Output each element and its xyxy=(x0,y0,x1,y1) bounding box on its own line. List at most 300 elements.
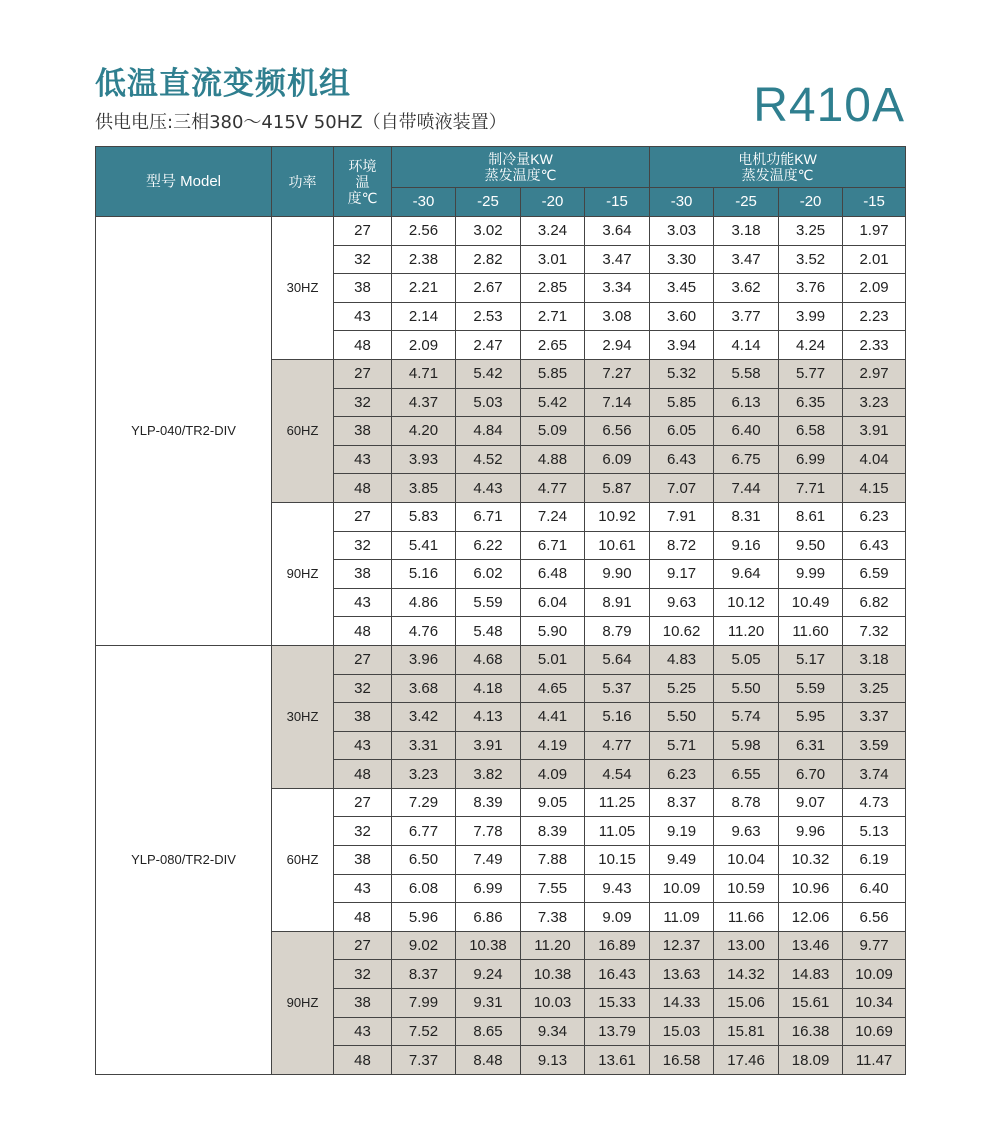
cooling-capacity-cell: 11.05 xyxy=(585,817,650,846)
cooling-capacity-cell: 9.43 xyxy=(585,874,650,903)
cooling-capacity-cell: 4.84 xyxy=(456,417,521,446)
cooling-capacity-cell: 4.43 xyxy=(456,474,521,503)
cooling-capacity-cell: 7.78 xyxy=(456,817,521,846)
evap-temp-header: -30 xyxy=(392,188,456,217)
model-cell: YLP-040/TR2-DIV xyxy=(96,217,272,646)
motor-power-cell: 5.59 xyxy=(779,674,843,703)
cooling-capacity-cell: 5.42 xyxy=(521,388,585,417)
cooling-capacity-cell: 6.09 xyxy=(585,445,650,474)
motor-power-cell: 3.76 xyxy=(779,274,843,303)
cooling-capacity-cell: 9.90 xyxy=(585,560,650,589)
cooling-capacity-cell: 5.96 xyxy=(392,903,456,932)
cooling-capacity-cell: 7.27 xyxy=(585,359,650,388)
motor-power-cell: 3.52 xyxy=(779,245,843,274)
motor-power-cell: 3.47 xyxy=(714,245,779,274)
evap-temp-header: -25 xyxy=(714,188,779,217)
motor-power-cell: 6.70 xyxy=(779,760,843,789)
cooling-capacity-cell: 4.52 xyxy=(456,445,521,474)
frequency-cell: 30HZ xyxy=(272,645,334,788)
header-model: 型号 Model xyxy=(96,147,272,217)
cooling-capacity-cell: 9.31 xyxy=(456,989,521,1018)
motor-power-cell: 3.37 xyxy=(843,703,906,732)
cooling-capacity-cell: 5.41 xyxy=(392,531,456,560)
motor-power-cell: 6.59 xyxy=(843,560,906,589)
cooling-capacity-cell: 3.02 xyxy=(456,217,521,246)
cooling-capacity-cell: 6.50 xyxy=(392,846,456,875)
ambient-temp-cell: 32 xyxy=(334,531,392,560)
motor-power-cell: 9.63 xyxy=(714,817,779,846)
ambient-temp-cell: 32 xyxy=(334,388,392,417)
motor-power-cell: 12.37 xyxy=(650,931,714,960)
ambient-temp-cell: 43 xyxy=(334,445,392,474)
cooling-capacity-cell: 6.77 xyxy=(392,817,456,846)
cooling-capacity-cell: 7.29 xyxy=(392,788,456,817)
cooling-capacity-cell: 10.61 xyxy=(585,531,650,560)
cooling-capacity-cell: 5.87 xyxy=(585,474,650,503)
cooling-capacity-cell: 7.88 xyxy=(521,846,585,875)
cooling-capacity-cell: 3.24 xyxy=(521,217,585,246)
cooling-capacity-cell: 2.38 xyxy=(392,245,456,274)
motor-power-cell: 3.94 xyxy=(650,331,714,360)
motor-power-cell: 11.20 xyxy=(714,617,779,646)
evap-temp-header: -15 xyxy=(585,188,650,217)
motor-power-cell: 5.50 xyxy=(714,674,779,703)
motor-power-cell: 4.24 xyxy=(779,331,843,360)
motor-power-cell: 2.01 xyxy=(843,245,906,274)
ambient-temp-cell: 32 xyxy=(334,674,392,703)
cooling-capacity-cell: 3.96 xyxy=(392,645,456,674)
motor-power-cell: 3.18 xyxy=(714,217,779,246)
cooling-capacity-cell: 3.31 xyxy=(392,731,456,760)
cooling-capacity-cell: 15.33 xyxy=(585,989,650,1018)
cooling-capacity-cell: 4.65 xyxy=(521,674,585,703)
ambient-temp-cell: 38 xyxy=(334,846,392,875)
cooling-capacity-cell: 3.82 xyxy=(456,760,521,789)
cooling-capacity-cell: 4.18 xyxy=(456,674,521,703)
motor-power-cell: 9.16 xyxy=(714,531,779,560)
cooling-capacity-cell: 3.64 xyxy=(585,217,650,246)
cooling-capacity-cell: 3.68 xyxy=(392,674,456,703)
motor-power-cell: 11.09 xyxy=(650,903,714,932)
cooling-capacity-cell: 3.91 xyxy=(456,731,521,760)
ambient-temp-cell: 27 xyxy=(334,217,392,246)
ambient-temp-cell: 27 xyxy=(334,645,392,674)
cooling-capacity-cell: 2.47 xyxy=(456,331,521,360)
motor-power-cell: 6.35 xyxy=(779,388,843,417)
motor-power-cell: 9.49 xyxy=(650,846,714,875)
cooling-capacity-cell: 6.48 xyxy=(521,560,585,589)
cooling-capacity-cell: 4.37 xyxy=(392,388,456,417)
motor-power-cell: 10.12 xyxy=(714,588,779,617)
motor-power-cell: 5.74 xyxy=(714,703,779,732)
motor-power-cell: 5.85 xyxy=(650,388,714,417)
motor-power-cell: 6.23 xyxy=(843,502,906,531)
motor-power-cell: 5.13 xyxy=(843,817,906,846)
motor-power-cell: 11.66 xyxy=(714,903,779,932)
performance-table xyxy=(95,146,906,1075)
cooling-capacity-cell: 2.56 xyxy=(392,217,456,246)
cooling-capacity-cell: 8.39 xyxy=(521,817,585,846)
motor-power-cell: 3.23 xyxy=(843,388,906,417)
motor-power-cell: 6.75 xyxy=(714,445,779,474)
motor-power-cell: 6.58 xyxy=(779,417,843,446)
motor-power-cell: 5.58 xyxy=(714,359,779,388)
ambient-temp-cell: 27 xyxy=(334,931,392,960)
motor-power-cell: 10.04 xyxy=(714,846,779,875)
cooling-capacity-cell: 4.54 xyxy=(585,760,650,789)
ambient-temp-cell: 48 xyxy=(334,617,392,646)
motor-power-cell: 1.97 xyxy=(843,217,906,246)
motor-power-cell: 6.23 xyxy=(650,760,714,789)
evap-temp-header: -15 xyxy=(843,188,906,217)
cooling-capacity-cell: 6.99 xyxy=(456,874,521,903)
cooling-capacity-cell: 10.92 xyxy=(585,502,650,531)
motor-power-cell: 14.83 xyxy=(779,960,843,989)
motor-power-cell: 11.47 xyxy=(843,1046,906,1075)
header-ambient-temp: 环境温度℃ xyxy=(334,147,392,217)
motor-power-cell: 8.37 xyxy=(650,788,714,817)
cooling-capacity-cell: 5.42 xyxy=(456,359,521,388)
motor-power-cell: 3.74 xyxy=(843,760,906,789)
page-title: 低温直流变频机组 xyxy=(95,66,351,102)
motor-power-cell: 4.14 xyxy=(714,331,779,360)
motor-power-cell: 18.09 xyxy=(779,1046,843,1075)
evap-temp-header: -25 xyxy=(456,188,521,217)
motor-power-cell: 15.03 xyxy=(650,1017,714,1046)
motor-power-cell: 2.33 xyxy=(843,331,906,360)
cooling-capacity-cell: 3.42 xyxy=(392,703,456,732)
motor-power-cell: 3.62 xyxy=(714,274,779,303)
motor-power-cell: 9.63 xyxy=(650,588,714,617)
motor-power-cell: 10.96 xyxy=(779,874,843,903)
cooling-capacity-cell: 7.14 xyxy=(585,388,650,417)
cooling-capacity-cell: 3.23 xyxy=(392,760,456,789)
motor-power-cell: 3.25 xyxy=(843,674,906,703)
motor-power-cell: 6.55 xyxy=(714,760,779,789)
motor-power-cell: 5.50 xyxy=(650,703,714,732)
motor-power-cell: 10.59 xyxy=(714,874,779,903)
motor-power-cell: 6.05 xyxy=(650,417,714,446)
cooling-capacity-cell: 3.93 xyxy=(392,445,456,474)
ambient-temp-cell: 43 xyxy=(334,874,392,903)
cooling-capacity-cell: 5.59 xyxy=(456,588,521,617)
cooling-capacity-cell: 5.01 xyxy=(521,645,585,674)
cooling-capacity-cell: 3.47 xyxy=(585,245,650,274)
motor-power-cell: 3.03 xyxy=(650,217,714,246)
cooling-capacity-cell: 16.43 xyxy=(585,960,650,989)
cooling-capacity-cell: 2.65 xyxy=(521,331,585,360)
cooling-capacity-cell: 5.48 xyxy=(456,617,521,646)
cooling-capacity-cell: 4.86 xyxy=(392,588,456,617)
motor-power-cell: 13.63 xyxy=(650,960,714,989)
cooling-capacity-cell: 4.77 xyxy=(585,731,650,760)
cooling-capacity-cell: 2.67 xyxy=(456,274,521,303)
motor-power-cell: 5.98 xyxy=(714,731,779,760)
motor-power-cell: 6.43 xyxy=(650,445,714,474)
motor-power-cell: 8.61 xyxy=(779,502,843,531)
motor-power-cell: 3.77 xyxy=(714,302,779,331)
motor-power-cell: 6.43 xyxy=(843,531,906,560)
cooling-capacity-cell: 13.61 xyxy=(585,1046,650,1075)
ambient-temp-cell: 48 xyxy=(334,474,392,503)
table-row xyxy=(96,217,906,246)
ambient-temp-cell: 38 xyxy=(334,989,392,1018)
cooling-capacity-cell: 6.56 xyxy=(585,417,650,446)
cooling-capacity-cell: 4.20 xyxy=(392,417,456,446)
cooling-capacity-cell: 4.68 xyxy=(456,645,521,674)
header-cooling-line2: 蒸发温度℃ xyxy=(484,167,557,183)
cooling-capacity-cell: 8.48 xyxy=(456,1046,521,1075)
cooling-capacity-cell: 9.24 xyxy=(456,960,521,989)
motor-power-cell: 10.09 xyxy=(650,874,714,903)
cooling-capacity-cell: 4.76 xyxy=(392,617,456,646)
frequency-cell: 90HZ xyxy=(272,502,334,645)
header-motor-power xyxy=(650,147,906,188)
cooling-capacity-cell: 9.09 xyxy=(585,903,650,932)
motor-power-cell: 2.23 xyxy=(843,302,906,331)
motor-power-cell: 7.32 xyxy=(843,617,906,646)
cooling-capacity-cell: 11.20 xyxy=(521,931,585,960)
cooling-capacity-cell: 6.71 xyxy=(456,502,521,531)
motor-power-cell: 6.40 xyxy=(714,417,779,446)
motor-power-cell: 8.78 xyxy=(714,788,779,817)
cooling-capacity-cell: 9.05 xyxy=(521,788,585,817)
cooling-capacity-cell: 8.79 xyxy=(585,617,650,646)
motor-power-cell: 9.64 xyxy=(714,560,779,589)
cooling-capacity-cell: 6.08 xyxy=(392,874,456,903)
motor-power-cell: 15.81 xyxy=(714,1017,779,1046)
cooling-capacity-cell: 5.83 xyxy=(392,502,456,531)
cooling-capacity-cell: 2.21 xyxy=(392,274,456,303)
motor-power-cell: 5.71 xyxy=(650,731,714,760)
ambient-temp-cell: 48 xyxy=(334,760,392,789)
motor-power-cell: 5.25 xyxy=(650,674,714,703)
cooling-capacity-cell: 8.91 xyxy=(585,588,650,617)
motor-power-cell: 7.91 xyxy=(650,502,714,531)
cooling-capacity-cell: 5.09 xyxy=(521,417,585,446)
motor-power-cell: 3.18 xyxy=(843,645,906,674)
cooling-capacity-cell: 2.82 xyxy=(456,245,521,274)
motor-power-cell: 9.50 xyxy=(779,531,843,560)
cooling-capacity-cell: 5.16 xyxy=(392,560,456,589)
motor-power-cell: 8.72 xyxy=(650,531,714,560)
motor-power-cell: 17.46 xyxy=(714,1046,779,1075)
ambient-temp-cell: 27 xyxy=(334,359,392,388)
cooling-capacity-cell: 3.34 xyxy=(585,274,650,303)
motor-power-cell: 13.00 xyxy=(714,931,779,960)
motor-power-cell: 10.34 xyxy=(843,989,906,1018)
cooling-capacity-cell: 7.55 xyxy=(521,874,585,903)
cooling-capacity-cell: 4.71 xyxy=(392,359,456,388)
motor-power-cell: 16.38 xyxy=(779,1017,843,1046)
motor-power-cell: 6.13 xyxy=(714,388,779,417)
motor-power-cell: 10.09 xyxy=(843,960,906,989)
cooling-capacity-cell: 4.13 xyxy=(456,703,521,732)
cooling-capacity-cell: 4.88 xyxy=(521,445,585,474)
cooling-capacity-cell: 9.02 xyxy=(392,931,456,960)
motor-power-cell: 4.04 xyxy=(843,445,906,474)
motor-power-cell: 6.82 xyxy=(843,588,906,617)
table-body xyxy=(96,217,906,1075)
ambient-temp-cell: 38 xyxy=(334,274,392,303)
motor-power-cell: 9.99 xyxy=(779,560,843,589)
cooling-capacity-cell: 6.86 xyxy=(456,903,521,932)
cooling-capacity-cell: 2.71 xyxy=(521,302,585,331)
cooling-capacity-cell: 16.89 xyxy=(585,931,650,960)
cooling-capacity-cell: 10.15 xyxy=(585,846,650,875)
motor-power-cell: 10.49 xyxy=(779,588,843,617)
cooling-capacity-cell: 4.09 xyxy=(521,760,585,789)
ambient-temp-cell: 32 xyxy=(334,960,392,989)
header-cooling-line1: 制冷量KW xyxy=(488,151,553,167)
motor-power-cell: 10.69 xyxy=(843,1017,906,1046)
motor-power-cell: 3.25 xyxy=(779,217,843,246)
cooling-capacity-cell: 3.85 xyxy=(392,474,456,503)
cooling-capacity-cell: 6.22 xyxy=(456,531,521,560)
cooling-capacity-cell: 8.37 xyxy=(392,960,456,989)
motor-power-cell: 6.40 xyxy=(843,874,906,903)
motor-power-cell: 9.07 xyxy=(779,788,843,817)
evap-temp-header: -20 xyxy=(779,188,843,217)
ambient-temp-cell: 43 xyxy=(334,731,392,760)
cooling-capacity-cell: 5.37 xyxy=(585,674,650,703)
motor-power-cell: 12.06 xyxy=(779,903,843,932)
cooling-capacity-cell: 8.65 xyxy=(456,1017,521,1046)
cooling-capacity-cell: 6.02 xyxy=(456,560,521,589)
cooling-capacity-cell: 13.79 xyxy=(585,1017,650,1046)
ambient-temp-cell: 32 xyxy=(334,245,392,274)
cooling-capacity-cell: 10.38 xyxy=(456,931,521,960)
motor-power-cell: 3.91 xyxy=(843,417,906,446)
frequency-cell: 90HZ xyxy=(272,931,334,1074)
motor-power-cell: 10.62 xyxy=(650,617,714,646)
motor-power-cell: 4.15 xyxy=(843,474,906,503)
cooling-capacity-cell: 9.13 xyxy=(521,1046,585,1075)
cooling-capacity-cell: 9.34 xyxy=(521,1017,585,1046)
motor-power-cell: 13.46 xyxy=(779,931,843,960)
cooling-capacity-cell: 7.37 xyxy=(392,1046,456,1075)
cooling-capacity-cell: 7.24 xyxy=(521,502,585,531)
motor-power-cell: 9.19 xyxy=(650,817,714,846)
motor-power-cell: 9.96 xyxy=(779,817,843,846)
cooling-capacity-cell: 7.99 xyxy=(392,989,456,1018)
ambient-temp-cell: 32 xyxy=(334,817,392,846)
cooling-capacity-cell: 11.25 xyxy=(585,788,650,817)
ambient-temp-cell: 43 xyxy=(334,302,392,331)
motor-power-cell: 3.60 xyxy=(650,302,714,331)
cooling-capacity-cell: 10.03 xyxy=(521,989,585,1018)
motor-power-cell: 2.97 xyxy=(843,359,906,388)
motor-power-cell: 6.19 xyxy=(843,846,906,875)
cooling-capacity-cell: 10.38 xyxy=(521,960,585,989)
header-motor-line1: 电机功能KW xyxy=(738,151,817,167)
cooling-capacity-cell: 6.04 xyxy=(521,588,585,617)
motor-power-cell: 4.83 xyxy=(650,645,714,674)
motor-power-cell: 8.31 xyxy=(714,502,779,531)
motor-power-cell: 5.32 xyxy=(650,359,714,388)
cooling-capacity-cell: 7.52 xyxy=(392,1017,456,1046)
frequency-cell: 60HZ xyxy=(272,788,334,931)
refrigerant-label: R410A xyxy=(753,79,905,132)
ambient-temp-cell: 48 xyxy=(334,1046,392,1075)
cooling-capacity-cell: 6.71 xyxy=(521,531,585,560)
motor-power-cell: 11.60 xyxy=(779,617,843,646)
cooling-capacity-cell: 5.90 xyxy=(521,617,585,646)
table-row xyxy=(96,645,906,674)
cooling-capacity-cell: 2.85 xyxy=(521,274,585,303)
ambient-temp-cell: 27 xyxy=(334,788,392,817)
motor-power-cell: 3.59 xyxy=(843,731,906,760)
motor-power-cell: 5.05 xyxy=(714,645,779,674)
frequency-cell: 30HZ xyxy=(272,217,334,360)
cooling-capacity-cell: 5.85 xyxy=(521,359,585,388)
ambient-temp-cell: 27 xyxy=(334,502,392,531)
motor-power-cell: 10.32 xyxy=(779,846,843,875)
cooling-capacity-cell: 5.03 xyxy=(456,388,521,417)
motor-power-cell: 15.61 xyxy=(779,989,843,1018)
header-motor-line2: 蒸发温度℃ xyxy=(741,167,814,183)
motor-power-cell: 5.17 xyxy=(779,645,843,674)
motor-power-cell: 14.33 xyxy=(650,989,714,1018)
cooling-capacity-cell: 8.39 xyxy=(456,788,521,817)
cooling-capacity-cell: 4.41 xyxy=(521,703,585,732)
cooling-capacity-cell: 2.14 xyxy=(392,302,456,331)
header-power: 功率 xyxy=(272,147,334,217)
cooling-capacity-cell: 7.38 xyxy=(521,903,585,932)
cooling-capacity-cell: 3.08 xyxy=(585,302,650,331)
cooling-capacity-cell: 7.49 xyxy=(456,846,521,875)
ambient-temp-cell: 48 xyxy=(334,903,392,932)
motor-power-cell: 9.17 xyxy=(650,560,714,589)
ambient-temp-cell: 38 xyxy=(334,703,392,732)
cooling-capacity-cell: 5.64 xyxy=(585,645,650,674)
model-cell: YLP-080/TR2-DIV xyxy=(96,645,272,1074)
motor-power-cell: 5.77 xyxy=(779,359,843,388)
cooling-capacity-cell: 4.19 xyxy=(521,731,585,760)
motor-power-cell: 3.99 xyxy=(779,302,843,331)
motor-power-cell: 5.95 xyxy=(779,703,843,732)
ambient-temp-cell: 43 xyxy=(334,1017,392,1046)
ambient-temp-cell: 48 xyxy=(334,331,392,360)
motor-power-cell: 15.06 xyxy=(714,989,779,1018)
motor-power-cell: 9.77 xyxy=(843,931,906,960)
cooling-capacity-cell: 4.77 xyxy=(521,474,585,503)
motor-power-cell: 7.07 xyxy=(650,474,714,503)
ambient-temp-cell: 38 xyxy=(334,560,392,589)
motor-power-cell: 6.31 xyxy=(779,731,843,760)
cooling-capacity-cell: 5.16 xyxy=(585,703,650,732)
ambient-temp-cell: 38 xyxy=(334,417,392,446)
motor-power-cell: 7.71 xyxy=(779,474,843,503)
cooling-capacity-cell: 2.94 xyxy=(585,331,650,360)
motor-power-cell: 6.56 xyxy=(843,903,906,932)
motor-power-cell: 4.73 xyxy=(843,788,906,817)
motor-power-cell: 14.32 xyxy=(714,960,779,989)
frequency-cell: 60HZ xyxy=(272,359,334,502)
cooling-capacity-cell: 3.01 xyxy=(521,245,585,274)
motor-power-cell: 6.99 xyxy=(779,445,843,474)
motor-power-cell: 7.44 xyxy=(714,474,779,503)
evap-temp-header: -20 xyxy=(521,188,585,217)
motor-power-cell: 3.45 xyxy=(650,274,714,303)
evap-temp-header: -30 xyxy=(650,188,714,217)
cooling-capacity-cell: 2.53 xyxy=(456,302,521,331)
motor-power-cell: 16.58 xyxy=(650,1046,714,1075)
header-cooling-capacity xyxy=(392,147,650,188)
motor-power-cell: 2.09 xyxy=(843,274,906,303)
power-supply-subtitle: 供电电压:三相380～415V 50HZ（自带喷液装置） xyxy=(95,112,507,133)
cooling-capacity-cell: 2.09 xyxy=(392,331,456,360)
